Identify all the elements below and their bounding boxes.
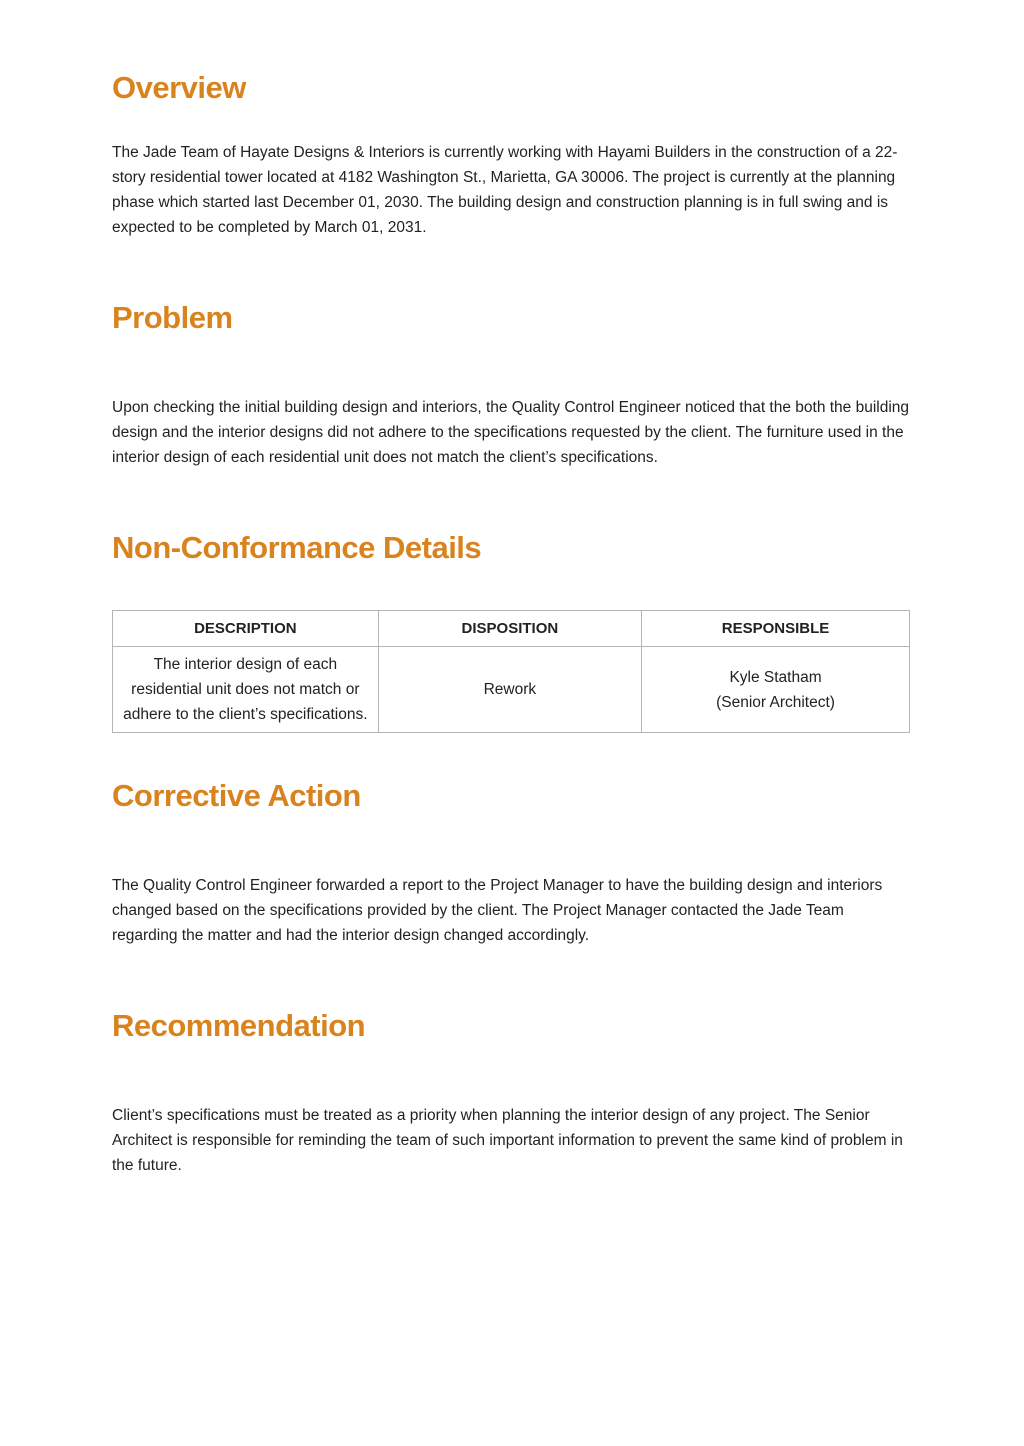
recommendation-text: Client’s specifications must be treated as a priority when planning the interior design of any project. The Senior Architect is responsible for reminding the team of such important information to prevent the same kind of problem in the future. bbox=[112, 1107, 903, 1174]
responsible-role: (Senior Architect) bbox=[716, 693, 835, 711]
responsible-name: Kyle Statham bbox=[729, 668, 822, 686]
table-header-row bbox=[113, 611, 910, 647]
nonconformance-heading: Non-Conformance Details bbox=[112, 530, 482, 565]
disposition-column-header: DISPOSITION bbox=[378, 611, 641, 647]
description-cell: The interior design of each residential unit does not match or adhere to the client’s specifications. bbox=[113, 647, 379, 733]
corrective-action-heading: Corrective Action bbox=[112, 778, 361, 813]
problem-heading: Problem bbox=[112, 300, 233, 335]
nonconformance-table bbox=[112, 610, 910, 733]
responsible-column-header: RESPONSIBLE bbox=[642, 611, 910, 647]
corrective-action-text: The Quality Control Engineer forwarded a report to the Project Manager to have the building design and interiors changed based on the specifications provided by the client. The Project Manager contacted the Jade Team regarding the matter and had the interior design changed accordingly. bbox=[112, 877, 883, 944]
overview-text: The Jade Team of Hayate Designs & Interiors is currently working with Hayami Builders in the construction of a 22-story residential tower located at 4182 Washington St., Marietta, GA 30006. The project is currently at the planning phase which started last December 01, 2030. The building design and construction planning is in full swing and is expected to be completed by March 01, 2031. bbox=[112, 144, 898, 236]
recommendation-heading: Recommendation bbox=[112, 1008, 366, 1043]
description-column-header: DESCRIPTION bbox=[113, 611, 379, 647]
responsible-cell bbox=[642, 647, 910, 733]
problem-text: Upon checking the initial building design and interiors, the Quality Control Engineer noticed that the both the building design and the interior designs did not adhere to the specifications requested by the client. The furniture used in the interior design of each residential unit does not match the client’s specifications. bbox=[112, 399, 910, 466]
disposition-cell: Rework bbox=[378, 647, 641, 733]
table-row bbox=[113, 647, 910, 733]
overview-heading: Overview bbox=[112, 70, 246, 105]
